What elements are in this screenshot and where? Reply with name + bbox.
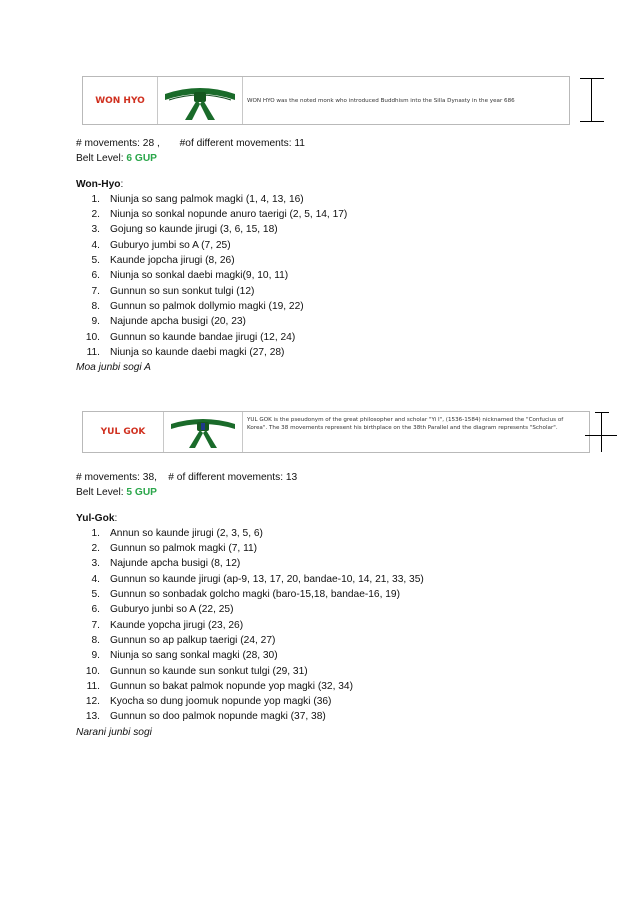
stance-diagram-i <box>580 78 604 122</box>
banner-description-cell <box>243 77 569 124</box>
form-title-colon: : <box>120 178 124 190</box>
won-hyo-section <box>76 136 347 375</box>
item-number: 2. <box>91 209 100 221</box>
yul-gok-section <box>76 470 424 740</box>
item-text: Kaunde jopcha jirugi (8, 26) <box>110 255 235 267</box>
item-text: Guburyo junbi so A (22, 25) <box>110 604 234 616</box>
list-item <box>76 618 424 633</box>
item-text: Gunnun so bakat palmok nopunde yop magki (32, 34) <box>110 680 353 692</box>
item-text: Guburyo jumbi so A (7, 25) <box>110 239 231 251</box>
list-item <box>76 299 347 314</box>
form-title-colon: : <box>114 512 118 524</box>
item-number: 6. <box>91 270 100 282</box>
yul-gok-banner <box>82 411 590 453</box>
ending-stance: Moa junbi sogi A <box>76 362 151 374</box>
item-text: Gunnun so doo palmok nopunde magki (37, 38) <box>110 711 326 723</box>
belt-image-cell <box>164 412 243 452</box>
item-text: Annun so kaunde jirugi (2, 3, 5, 6) <box>110 527 263 539</box>
list-item <box>76 330 347 345</box>
item-text: Gunnun so palmok dollymio magki (19, 22) <box>110 300 304 312</box>
belt-level-value: 6 GUP <box>126 153 157 165</box>
item-text: Najunde apcha busigi (8, 12) <box>110 558 241 570</box>
list-item <box>76 284 347 299</box>
item-text: Gunnun so sun sonkut tulgi (12) <box>110 285 255 297</box>
item-number: 2. <box>91 543 100 555</box>
item-text: Gunnun so sonbadak golcho magki (baro-15,18, bandae-16, 19) <box>110 589 400 601</box>
item-text: Niunja so sonkal nopunde anuro taerigi (2, 5, 14, 17) <box>110 209 348 221</box>
belt-level-line <box>76 485 424 500</box>
item-text: Kaunde yopcha jirugi (23, 26) <box>110 619 244 631</box>
banner-name: YUL GOK <box>100 427 146 437</box>
list-item <box>76 526 424 541</box>
item-text: Gunnun so kaunde sun sonkut tulgi (29, 31) <box>110 665 308 677</box>
item-text: Niunja so sonkal daebi magki(9, 10, 11) <box>110 270 289 282</box>
list-item <box>76 709 424 724</box>
list-item <box>76 602 424 617</box>
item-number: 11. <box>86 346 100 358</box>
item-number: 4. <box>91 239 100 251</box>
banner-name-cell <box>83 412 164 452</box>
item-text: Gunnun so kaunde bandae jirugi (12, 24) <box>110 331 296 343</box>
item-number: 1. <box>91 527 100 539</box>
list-item <box>76 541 424 556</box>
item-number: 9. <box>91 316 100 328</box>
movements-count: # movements: 38, # of different movements: 13 <box>76 472 298 483</box>
list-item <box>76 207 347 222</box>
item-number: 11. <box>86 680 100 692</box>
item-number: 6. <box>91 604 100 616</box>
movement-list <box>76 192 347 360</box>
list-item <box>76 664 424 679</box>
won-hyo-banner <box>82 76 570 125</box>
list-item <box>76 253 347 268</box>
item-number: 1. <box>91 193 100 205</box>
form-title: Won-Hyo <box>76 178 121 190</box>
item-text: Niunja so sang sonkal magki (28, 30) <box>110 650 278 662</box>
list-item <box>76 556 424 571</box>
item-number: 10. <box>85 331 100 343</box>
list-item <box>76 222 347 237</box>
item-number: 10. <box>85 665 100 677</box>
item-number: 12. <box>85 696 100 708</box>
list-item <box>76 238 347 253</box>
list-item <box>76 648 424 663</box>
list-item <box>76 679 424 694</box>
banner-name-cell <box>83 77 158 124</box>
item-text: Kyocha so dung joomuk nopunde yop magki (36) <box>110 696 332 708</box>
form-title-line <box>76 511 424 526</box>
belt-level-line <box>76 151 347 166</box>
ending-stance: Narani junbi sogi <box>76 726 152 738</box>
item-text: Gojung so kaunde jirugi (3, 6, 15, 18) <box>110 224 278 236</box>
green-belt-icon <box>161 80 239 122</box>
item-text: Niunja so sang palmok magki (1, 4, 13, 16) <box>110 193 304 205</box>
list-item <box>76 192 347 207</box>
list-item <box>76 268 347 283</box>
item-number: 4. <box>91 573 100 585</box>
form-title: Yul-Gok <box>76 512 115 524</box>
list-item <box>76 633 424 648</box>
item-text: Gunnun so palmok magki (7, 11) <box>110 543 258 555</box>
item-number: 8. <box>91 634 100 646</box>
list-item <box>76 345 347 360</box>
item-number: 9. <box>91 650 100 662</box>
list-item <box>76 572 424 587</box>
item-number: 3. <box>91 224 100 236</box>
item-text: Najunde apcha busigi (20, 23) <box>110 316 246 328</box>
list-item <box>76 694 424 709</box>
list-item <box>76 587 424 602</box>
item-number: 3. <box>91 558 100 570</box>
banner-description: YUL GOK is the pseudonym of the great philosopher and scholar "Yi I", (1536-1584) nicknamed the "Confucius of Korea". The 38 movements represent his birthplace on the 38th Parallel and the diagram represents "Scholar". <box>247 417 564 431</box>
banner-name: WON HYO <box>95 95 145 106</box>
movement-list <box>76 526 424 725</box>
item-number: 8. <box>91 300 100 312</box>
item-text: Gunnun so kaunde jirugi (ap-9, 13, 17, 20, bandae-10, 14, 21, 33, 35) <box>110 573 424 585</box>
belt-level-label: Belt Level: <box>76 153 127 165</box>
item-text: Gunnun so ap palkup taerigi (24, 27) <box>110 634 276 646</box>
green-blue-belt-icon <box>167 414 239 450</box>
banner-description: WON HYO was the noted monk who introduced Buddhism into the Silla Dynasty in the year 686 <box>247 97 515 104</box>
belt-level-value: 5 GUP <box>126 487 157 499</box>
form-title-line <box>76 177 347 192</box>
item-number: 7. <box>91 285 100 297</box>
list-item <box>76 314 347 329</box>
banner-description-cell <box>243 412 589 452</box>
item-number: 7. <box>91 619 100 631</box>
item-text: Niunja so kaunde daebi magki (27, 28) <box>110 346 285 358</box>
item-number: 5. <box>91 255 100 267</box>
belt-level-label: Belt Level: <box>76 487 127 499</box>
belt-image-cell <box>158 77 243 124</box>
item-number: 13. <box>85 711 100 723</box>
item-number: 5. <box>91 589 100 601</box>
movements-count: # movements: 28 , #of different movements: 11 <box>76 138 305 149</box>
stance-diagram-cross <box>585 412 617 452</box>
